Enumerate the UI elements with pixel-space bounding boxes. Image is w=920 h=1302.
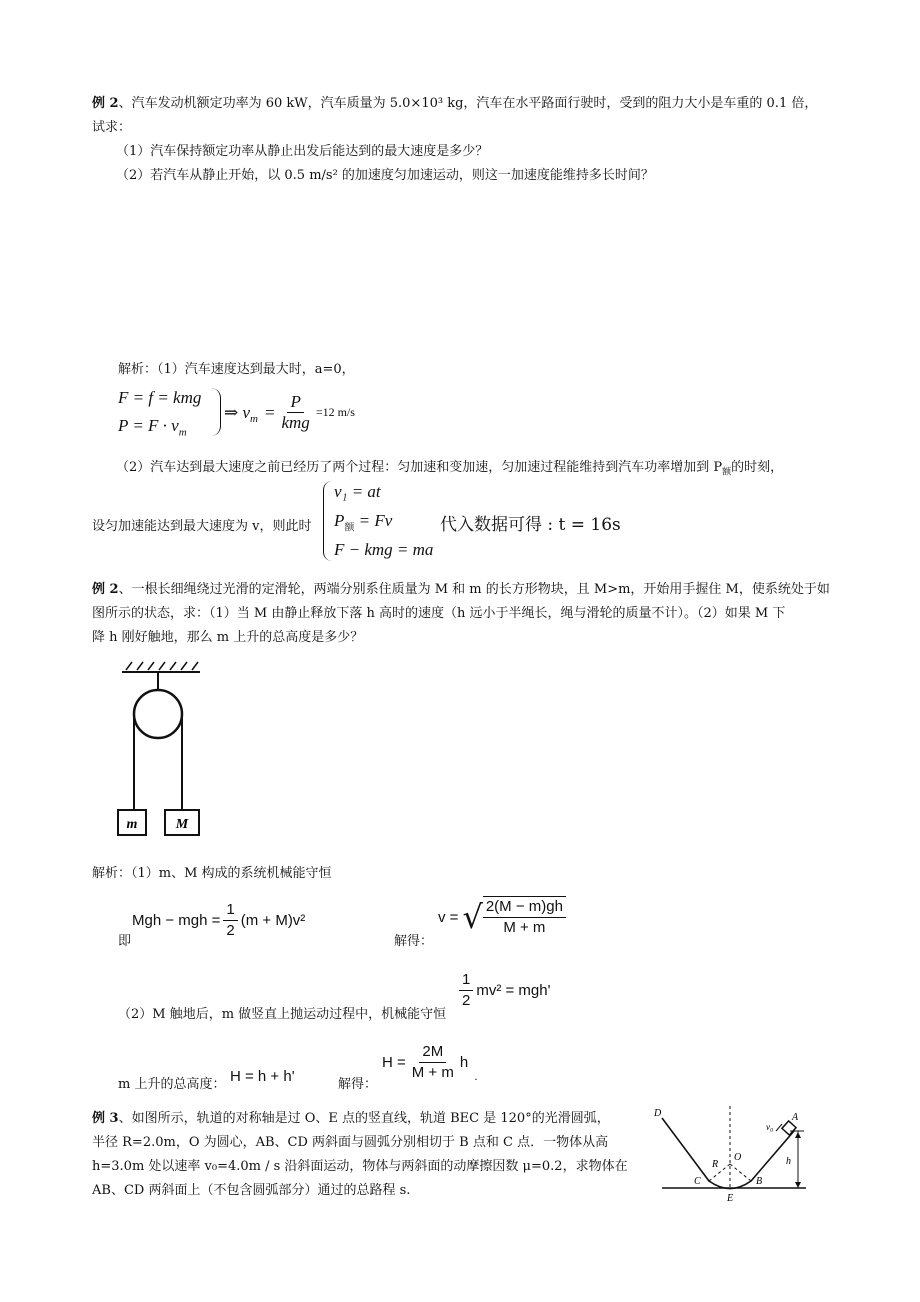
ex3-line1 <box>92 1107 610 1126</box>
ex1-intro-line1 <box>92 92 817 111</box>
ex1-eq-power-text: P = F · v <box>118 416 179 435</box>
ex2-energy-rhs: (m + M)v² <box>240 912 306 929</box>
ex1-solution-heading: 解析：（1）汽车速度达到最大时，a=0， <box>118 362 355 377</box>
track-label-B: B <box>756 1176 763 1187</box>
ex3-line1-text: 、如图所示，轨道的对称轴是过 O、E 点的竖直线，轨道 BEC 是 120°的光滑圆弧， <box>118 1111 610 1126</box>
ex1-label: 例 2 <box>92 96 119 111</box>
track-label-C: C <box>694 1176 701 1187</box>
ex2-kinetic-den: 2 <box>462 992 471 1009</box>
track-label-E: E <box>727 1193 734 1204</box>
ex3-line4: AB、CD 两斜面上（不包含圆弧部分）通过的总路程 s. <box>92 1183 411 1198</box>
ex1-system-eq2-sub: 额 <box>344 522 355 534</box>
ex2-line1-text: 、一根长细绳绕过光滑的定滑轮，两端分别系住质量为 M 和 m 的长方形物块，且 M>m，开始用手握住 M，使系统处于如 <box>118 582 830 597</box>
ex2-H-sum-eq: H = h + h' <box>230 1068 295 1085</box>
sqrt-radical: √ <box>462 898 483 936</box>
ex2-H-result-eq <box>382 1042 478 1083</box>
ex2-H-den: M + m <box>411 1064 454 1081</box>
ex1-eq-brace <box>210 388 221 436</box>
ex2-line2: 图所示的状态，求：（1）当 M 由静止释放下落 h 高时的速度（h 远小于半绳长，绳与滑轮的质量不计）。（2）如果 M 下 <box>92 606 786 621</box>
ex2-kinetic-fraction <box>459 970 473 1011</box>
ex2-part2-text: （2）M 触地后，m 做竖直上抛运动过程中，机械能守恒 <box>118 1007 447 1022</box>
ex2-kinetic-num: 1 <box>459 970 473 991</box>
ex1-system-eq3: F − kmg = ma <box>334 540 434 559</box>
ex1-eq-result <box>224 392 355 433</box>
ex1-eq-force: F = f = kmg <box>118 388 202 407</box>
ex2-half-den: 2 <box>226 922 235 939</box>
ex2-velocity-fraction <box>483 896 566 938</box>
ex2-jiede2: 解得： <box>338 1077 378 1092</box>
ex2-solution-heading: 解析：（1）m、M 构成的系统机械能守恒 <box>92 866 332 881</box>
ex1-part2-text <box>116 456 783 478</box>
ex2-period: . <box>474 1068 478 1083</box>
ex1-system-eq2-p: P <box>334 511 345 530</box>
ex2-ji: 即 <box>118 934 132 949</box>
pulley-label-M: M <box>175 817 189 832</box>
ex1-part2-main: （2）汽车达到最大速度之前已经历了两个过程：匀加速和变加速，匀加速过程能维持到汽车功率增加到 P <box>116 460 723 475</box>
ex2-label: 例 2 <box>92 582 119 597</box>
ex2-velocity-den: M + m <box>503 919 546 936</box>
ex2-line1 <box>92 578 830 597</box>
ex1-eq-arrow-sub: m <box>250 412 258 425</box>
pulley-figure <box>112 656 212 846</box>
track-label-D: D <box>654 1108 662 1119</box>
ex2-line3: 降 h 刚好触地，那么 m 上升的总高度是多少？ <box>92 630 364 645</box>
ex1-system-brace <box>323 481 332 561</box>
ex1-system-eq1: v₁ = at <box>334 482 381 501</box>
ex1-frac-den: kmg <box>281 413 310 432</box>
track-figure <box>648 1104 810 1204</box>
ex1-part2-lead: 设匀加速能达到最大速度为 v，则此时 <box>92 519 312 534</box>
ex1-eq-fraction <box>278 392 312 433</box>
ex2-half-fraction <box>223 900 237 941</box>
ex2-H-lhs: H = <box>382 1054 406 1071</box>
ex1-intro-text: 、汽车发动机额定功率为 60 kW，汽车质量为 5.0×10³ kg，汽车在水平路面行驶时，受到的阻力大小是车重的 0.1 倍， <box>118 96 818 111</box>
ex3-line2: 半径 R=2.0m，O 为圆心，AB、CD 两斜面与圆弧分别相切于 B 点和 C 点．一物体从高 <box>92 1135 609 1150</box>
ex1-system-eq2-rest: = Fv <box>354 511 393 530</box>
ex2-H-tail: h <box>459 1054 469 1071</box>
ex1-part2-sub: 额 <box>722 467 732 478</box>
ex1-result-speed: =12 m/s <box>315 405 355 419</box>
ex2-velocity-num: 2(M − m)gh <box>483 897 566 918</box>
ex1-question-2: （2）若汽车从静止开始，以 0.5 m/s² 的加速度匀加速运动，则这一加速度能维持多长时间？ <box>116 168 654 183</box>
ex1-eq-equals: = <box>264 402 276 422</box>
ex1-intro-line2: 试求： <box>92 120 132 135</box>
track-label-A: A <box>792 1112 799 1123</box>
ex2-half-num: 1 <box>223 900 237 921</box>
track-label-h: h <box>786 1156 791 1167</box>
ex2-kinetic-eq <box>456 970 550 1011</box>
ex2-velocity-eq <box>438 896 569 938</box>
ex1-part2-tail: 的时刻， <box>731 460 784 475</box>
ex3-line3: h=3.0m 处以速率 v₀=4.0m / s 沿斜面运动，物体与两斜面的动摩擦因数 μ=0.2，求物体在 <box>92 1159 628 1174</box>
ex2-total-height-text: m 上升的总高度： <box>118 1077 226 1092</box>
ex2-jiede: 解得： <box>394 934 434 949</box>
ex1-frac-num: P <box>287 392 303 413</box>
ex1-eq-power-sub: m <box>178 426 187 439</box>
ex1-system-result: 代入数据可得 : t = 16s <box>440 515 621 535</box>
ex1-eq-power <box>118 416 187 438</box>
ex2-H-fraction <box>409 1042 457 1083</box>
ex1-system-eq2 <box>334 511 392 533</box>
ex2-H-num: 2M <box>419 1042 446 1063</box>
ex1-question-1: （1）汽车保持额定功率从静止出发后能达到的最大速度是多少？ <box>116 144 489 159</box>
ex2-kinetic-rhs: mv² = mgh' <box>476 982 551 999</box>
track-label-O: O <box>734 1152 742 1163</box>
pulley-label-m: m <box>126 817 138 832</box>
ex3-label: 例 3 <box>92 1111 119 1126</box>
ex2-energy-lhs: Mgh − mgh = <box>132 912 221 929</box>
ex2-energy-eq <box>132 900 305 941</box>
ex2-velocity-lhs: v = <box>438 908 459 926</box>
ex1-eq-arrow: ⇒ v <box>224 402 251 422</box>
track-label-v0: v₀ <box>766 1122 774 1132</box>
track-label-R: R <box>712 1159 719 1170</box>
